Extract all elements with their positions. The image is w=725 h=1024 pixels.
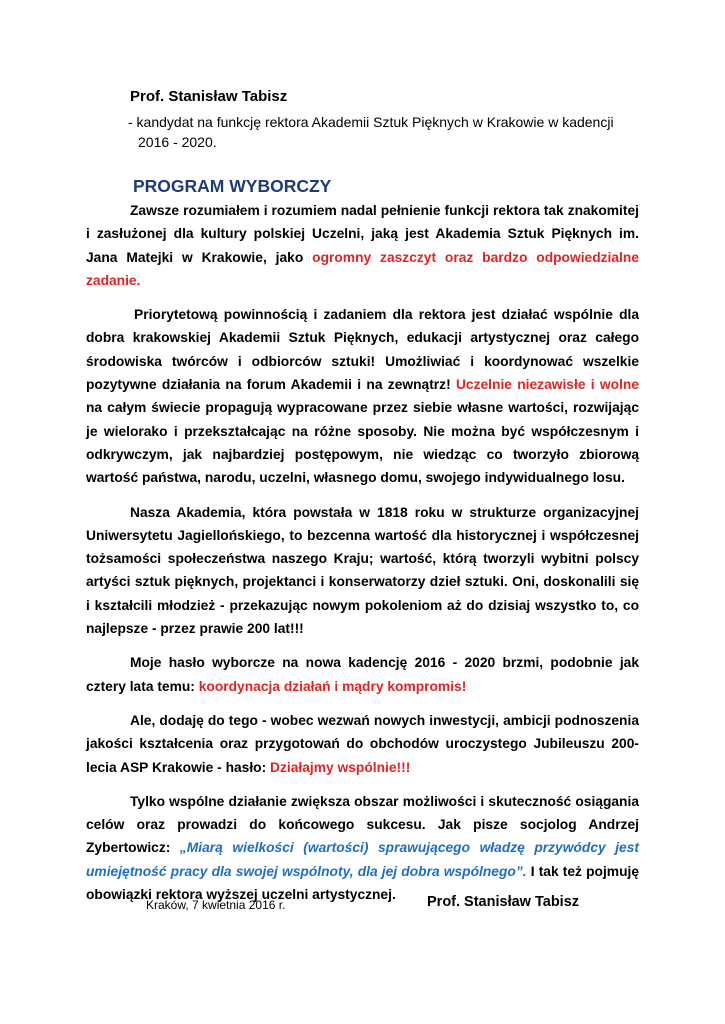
paragraph-3-text: Nasza Akademia, która powstała w 1818 roku w strukturze organizacyjnej Uniwersytetu Jagiellońskiego, to bezcenna wartość dla historycznej i współczesnej tożsamości społeczeństwa naszego Kraju; wartość, którą tworzyli wybitni polscy artyści sztuk pięknych, projektanci i konserwatorzy dzieł sztuki. Oni, doskonalili się i kształcili młodzież - przekazując nowym pokoleniom aż do dzisiaj wszystko to, co najlepsze - przez prawie 200 lat!!! [86, 504, 639, 637]
paragraph-5 [86, 709, 639, 779]
paragraph-1-emphasis: ogromny zaszczyt oraz bardzo odpowiedzialne zadanie. [86, 249, 639, 288]
paragraph-1 [86, 199, 639, 292]
paragraph-5-text: Ale, dodaję do tego - wobec wezwań nowych inwestycji, ambicji podnoszenia jakości kształcenia oraz przygotowań do obchodów uroczystego Jubileuszu 200-lecia ASP Krakowie - hasło: [86, 712, 639, 775]
program-body [86, 199, 639, 917]
candidacy-note [128, 112, 648, 152]
author-name: Prof. Stanisław Tabisz [130, 88, 288, 105]
paragraph-6 [86, 790, 639, 906]
place-and-date: Kraków, 7 kwietnia 2016 r. [146, 898, 286, 912]
paragraph-5-emphasis: Działajmy wspólnie!!! [270, 759, 411, 775]
paragraph-6-text-end: I tak też pojmuję obowiązki rektora wyższej uczelni artystycznej. [86, 863, 639, 903]
paragraph-6-quote: „Miarą wielkości (wartości) sprawującego władzę przywódcy jest umiejętność pracy dla swojej wspólnoty, dla jej dobra wspólnego”. [86, 840, 639, 879]
candidacy-line-2: 2016 - 2020. [138, 134, 217, 150]
paragraph-3 [86, 501, 639, 641]
paragraph-2-text-end: na całym świecie propagują wypracowane przez siebie własne wartości, rozwijając je wielorako i przekształcając na różne sposoby. Nie można być współczesnym i odkrywczym, jak najbardziej postępowym, nie wiedząc co tworzyło zbiorową wartość państwa, narodu, uczelni, własnego domu, swojego indywidualnego losu. [86, 400, 639, 486]
signature-name: Prof. Stanisław Tabisz [427, 894, 580, 910]
paragraph-2-text-start: Priorytetową powinnością i zadaniem dla rektora jest działać wspólnie dla dobra krakowskiej Akademii Sztuk Pięknych, edukacji artystycznej oraz całego środowiska twórców i odbiorców sztuki! Umożliwiać i koordynować wszelkie pozytywne działania na forum Akademii i na zewnątrz! [86, 307, 639, 393]
paragraph-2-emphasis: Uczelnie niezawisłe i wolne [455, 377, 640, 393]
program-title: PROGRAM WYBORCZY [133, 176, 332, 196]
paragraph-2 [86, 303, 639, 489]
paragraph-4 [86, 651, 639, 698]
paragraph-6-text-start: Tylko wspólne działanie zwiększa obszar możliwości i skuteczność osiągania celów oraz prowadzi do końcowego sukcesu. Jak pisze socjolog Andrzej Zybertowicz: [86, 793, 639, 856]
paragraph-4-emphasis: koordynacja działań i mądry kompromis! [198, 678, 467, 694]
paragraph-4-text: Moje hasło wyborcze na nowa kadencję 2016 - 2020 brzmi, podobnie jak cztery lata temu: [86, 655, 639, 694]
candidacy-line-1: - kandydat na funkcję rektora Akademii Sztuk Pięknych w Krakowie w kadencji [128, 114, 614, 130]
paragraph-1-text: Zawsze rozumiałem i rozumiem nadal pełnienie funkcji rektora tak znakomitej i zasłużonej dla kultury polskiej Uczelni, jaką jest Akademia Sztuk Pięknych im. Jana Matejki w Krakowie, jako [86, 203, 639, 265]
